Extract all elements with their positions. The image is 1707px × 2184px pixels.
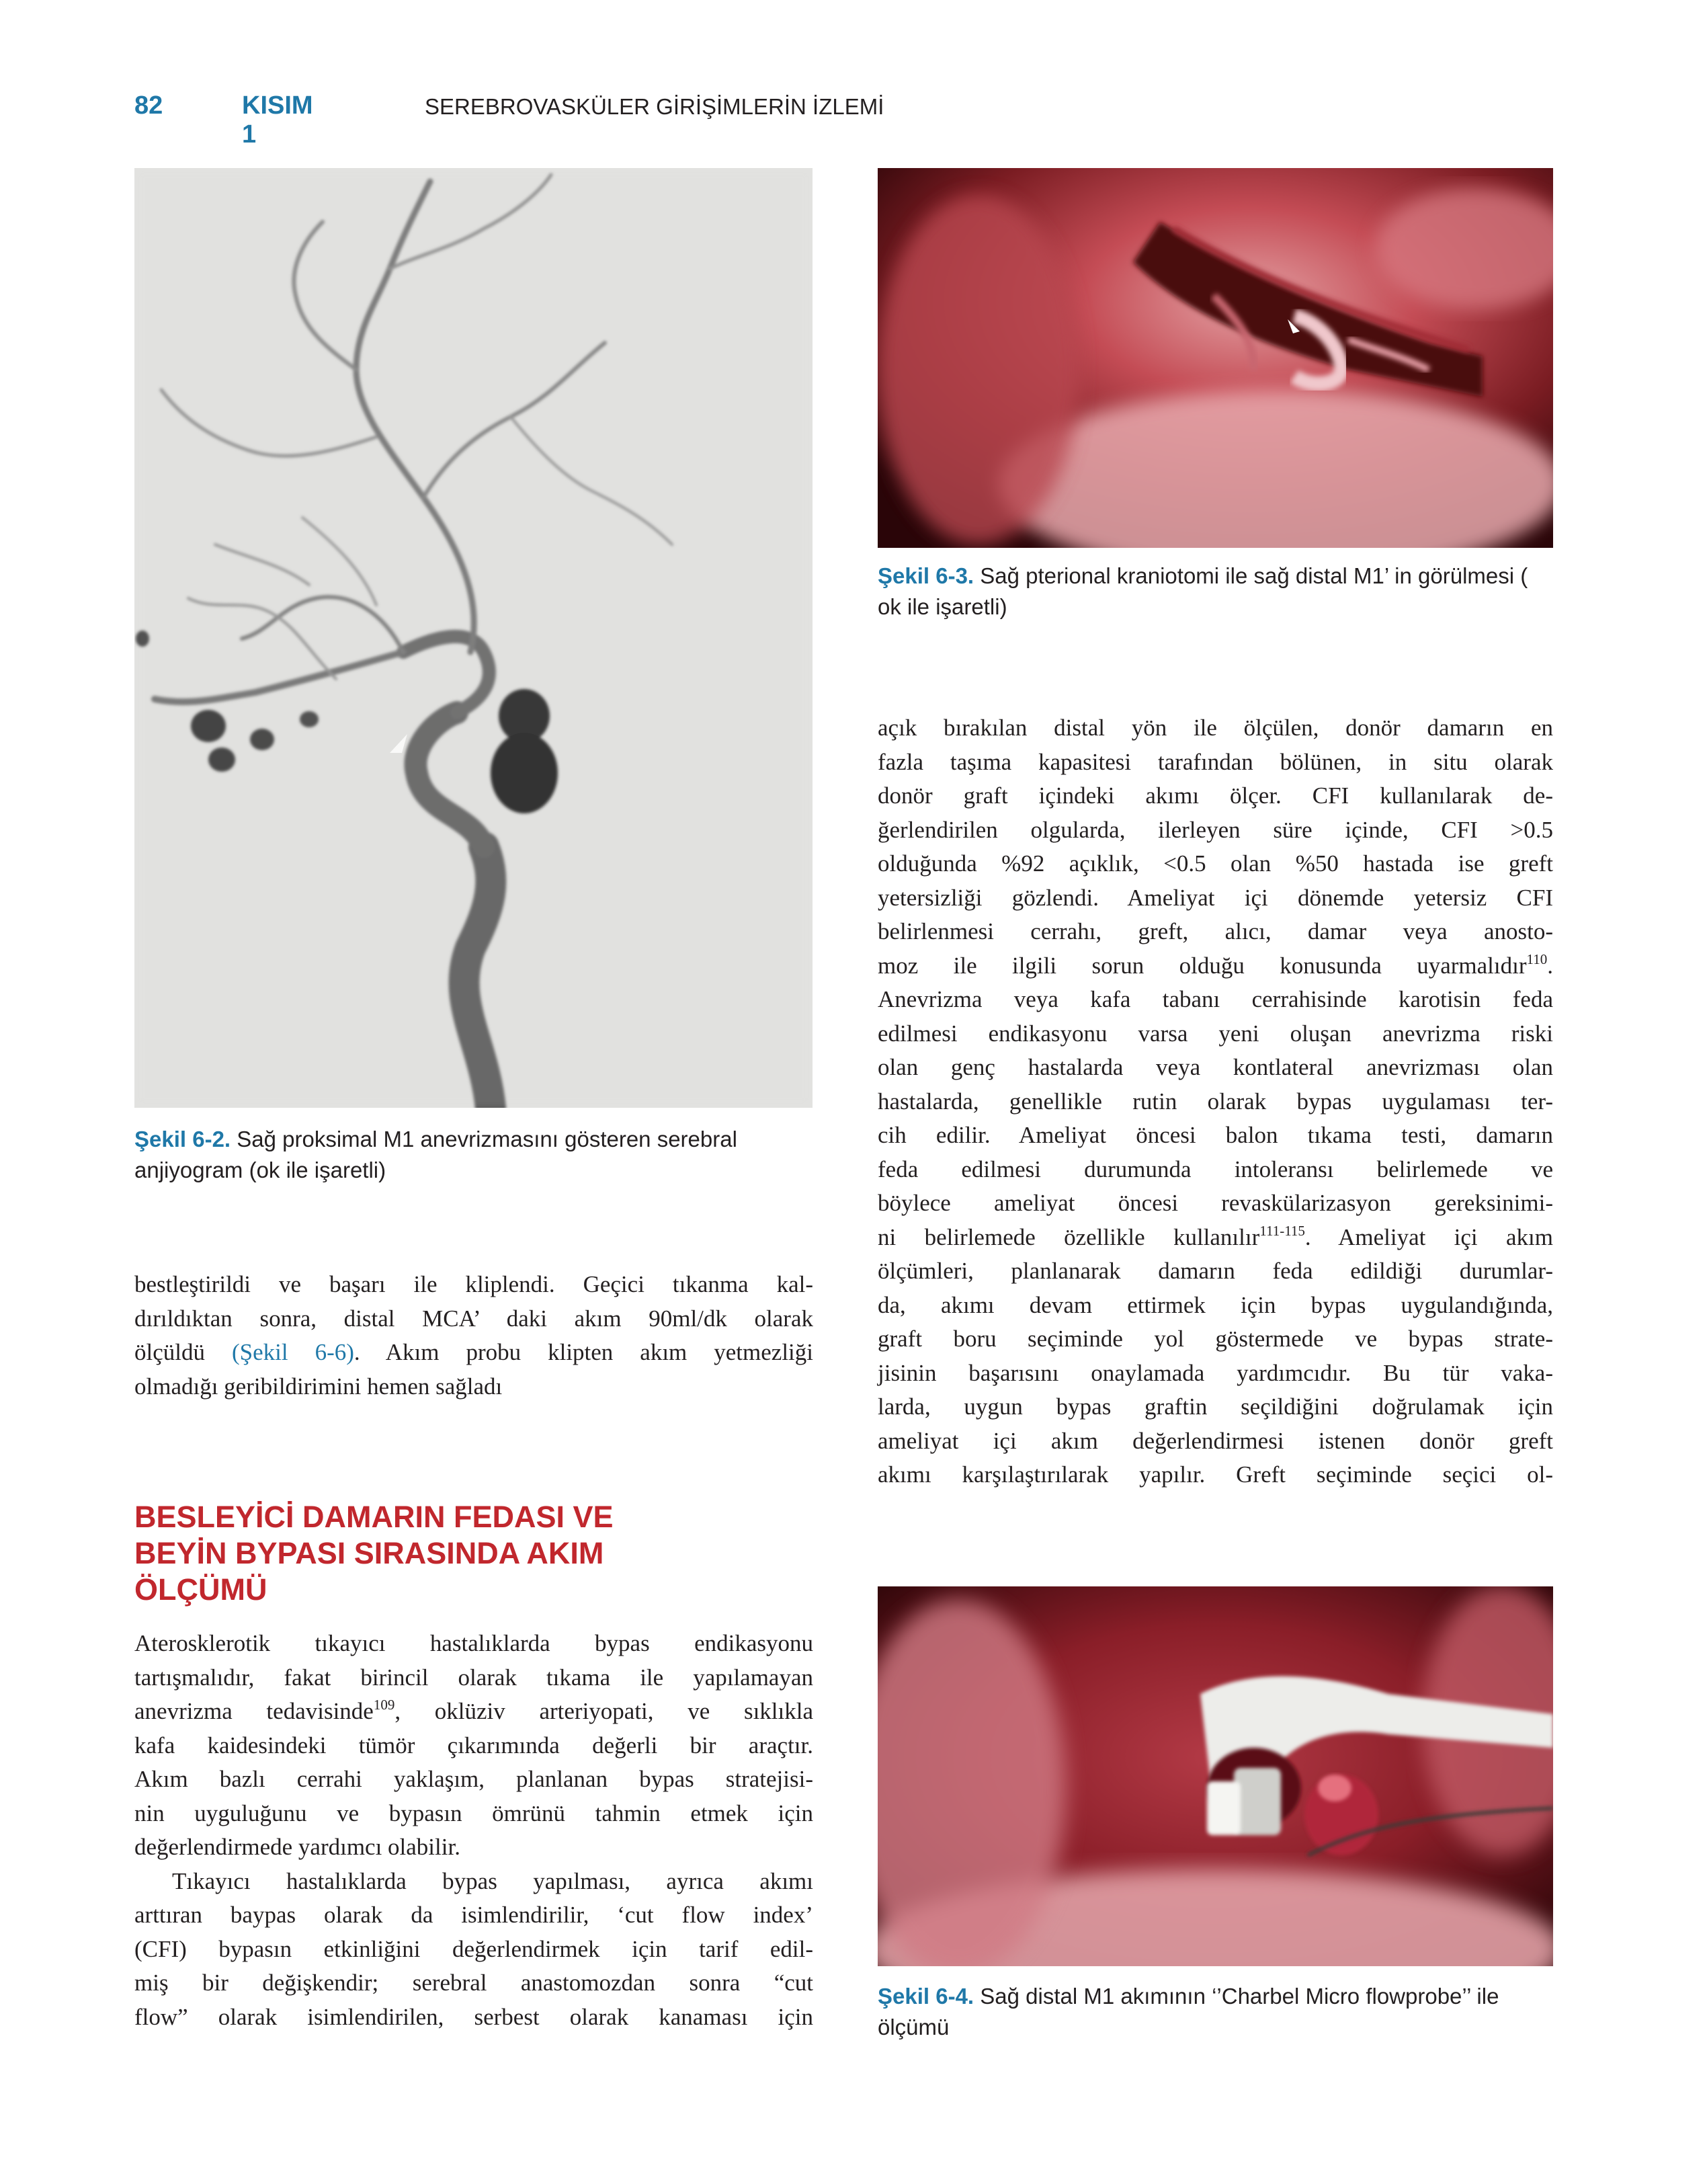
text-line [134, 1336, 813, 1370]
text-line: böylece ameliyat öncesi revaskülarizasyon gereksinimi- [878, 1190, 1553, 1216]
text-line: donör graft içindeki akımı ölçer. CFI kullanılarak de- [878, 782, 1553, 809]
part-label: KISIM 1 [242, 91, 313, 149]
text-line: jisinin başarısını onaylamada yardımcıdır. Bu tür vaka- [878, 1359, 1553, 1386]
text-line: flow” olarak isimlendirilen, serbest olarak kanaması için [134, 2003, 813, 2030]
text-line [134, 1695, 813, 1729]
figure-flowprobe-image [878, 1586, 1553, 1966]
figure-caption-6-4 [878, 1981, 1556, 2043]
text-fragment: . Akım probu klipten akım yetmezliği [353, 1339, 813, 1365]
running-title: SEREBROVASKÜLER GİRİŞİMLERİN İZLEMİ [425, 94, 884, 119]
text-fragment: anevrizma tedavisinde [134, 1698, 374, 1724]
text-line [878, 1221, 1553, 1255]
text-line: açık bırakılan distal yön ile ölçülen, donör damarın en [878, 715, 1553, 741]
text-fragment: ölçüldü [134, 1339, 232, 1365]
text-line: Akım bazlı cerrahi yaklaşım, planlanan bypas stratejisi- [134, 1766, 813, 1792]
figure-surgery-view-image [878, 168, 1553, 548]
text-line: ameliyat içi akım değerlendirmesi istenen donör greft [878, 1427, 1553, 1454]
heading-line: ÖLÇÜMÜ [134, 1572, 267, 1607]
text-line: da, akımı devam ettirmek için bypas uygulandığında, [878, 1291, 1553, 1318]
text-line: tartışmalıdır, fakat birincil olarak tıkama ile yapılamayan [134, 1664, 813, 1691]
text-fragment: moz ile ilgili sorun olduğu konusunda uyarmalıdır [878, 952, 1527, 979]
figure-reference-link[interactable]: (Şekil 6-6) [231, 1339, 354, 1365]
figure-caption-6-3 [878, 561, 1556, 622]
page-number: 82 [134, 91, 163, 120]
text-line: nin uyguluğunu ve bypasın ömrünü tahmin etmek için [134, 1799, 813, 1826]
text-line: fazla taşıma kapasitesi tarafından bölünen, in situ olarak [878, 748, 1553, 775]
citation-superscript: 111-115 [1259, 1222, 1305, 1239]
caption-text: Sağ proksimal M1 anevrizmasını gösteren serebral anjiyogram (ok ile işaretli) [134, 1127, 737, 1182]
heading-line: BEYİN BYPASI SIRASINDA AKIM [134, 1536, 604, 1570]
figure-label: Şekil 6-2. [134, 1127, 231, 1151]
text-line: bestleştirildi ve başarı ile kliplendi. Geçici tıkanma kal- [134, 1271, 813, 1297]
text-line: edilmesi endikasyonu varsa yeni oluşan anevrizma riski [878, 1020, 1553, 1047]
left-body-text [134, 1627, 813, 2034]
figure-label: Şekil 6-4. [878, 1984, 974, 2009]
text-fragment: . Ameliyat içi akım [1304, 1223, 1553, 1250]
citation-superscript: 110 [1526, 951, 1548, 967]
text-line: olduğunda %92 açıklık, <0.5 olan %50 hastada ise greft [878, 850, 1553, 877]
text-line: Anevrizma veya kafa tabanı cerrahisinde karotisin feda [878, 986, 1553, 1012]
text-line: ğerlendirilen olgularda, ilerleyen süre içinde, CFI >0.5 [878, 816, 1553, 843]
section-heading [134, 1499, 806, 1608]
figure-angiogram-image [134, 168, 813, 1108]
text-line: dırıldıktan sonra, distal MCA’ daki akım 90ml/dk olarak [134, 1305, 813, 1332]
text-line: Aterosklerotik tıkayıcı hastalıklarda bypas endikasyonu [134, 1630, 813, 1656]
figure-label: Şekil 6-3. [878, 563, 974, 588]
text-line: yetersizliği gözlendi. Ameliyat içi dönemde yetersiz CFI [878, 884, 1553, 911]
citation-superscript: 109 [373, 1697, 395, 1713]
text-line: kafa kaidesindeki tümör çıkarımında değerli bir araçtır. [134, 1732, 813, 1758]
text-line: miş bir değişkendir; serebral anastomozdan sonra “cut [134, 1970, 813, 1996]
text-line: belirlenmesi cerrahı, greft, alıcı, damar veya anosto- [878, 918, 1553, 944]
text-line: hastalarda, genellikle rutin olarak bypas uygulaması ter- [878, 1088, 1553, 1115]
heading-line: BESLEYİCİ DAMARIN FEDASI VE [134, 1500, 614, 1534]
text-line: (CFI) bypasın etkinliğini değerlendirmek için tarif edil- [134, 1935, 813, 1962]
text-line: Tıkayıcı hastalıklarda bypas yapılması, ayrıca akımı [172, 1867, 813, 1894]
text-line: larda, uygun bypas graftin seçildiğini doğrulamak için [878, 1393, 1553, 1420]
caption-text: Sağ pterional kraniotomi ile sağ distal M1’ in görülmesi ( ok ile işaretli) [878, 563, 1528, 619]
text-line: graft boru seçiminde yol göstermede ve bypas strate- [878, 1326, 1553, 1352]
text-line: arttıran baypas olarak da isimlendirilir, ‘cut flow index’ [134, 1902, 813, 1928]
text-line: olmadığı geribildirimini hemen sağladı [134, 1373, 503, 1400]
left-continuation-paragraph [134, 1268, 813, 1404]
figure-caption-6-2 [134, 1124, 813, 1186]
text-fragment: . [1547, 952, 1553, 979]
text-line [878, 949, 1553, 983]
text-line: feda edilmesi durumunda intoleransı belirlemede ve [878, 1156, 1553, 1182]
caption-text: Sağ distal M1 akımının ‘’Charbel Micro flowprobe’’ ile ölçümü [878, 1984, 1499, 2039]
text-fragment: ni belirlemede özellikle kullanılır [878, 1223, 1260, 1250]
text-line: ölçümleri, planlanarak damarın feda edildiği durumlar- [878, 1258, 1553, 1284]
right-body-text [878, 711, 1553, 1492]
text-line: değerlendirmede yardımcı olabilir. [134, 1834, 460, 1860]
text-line: olan genç hastalarda veya kontlateral anevrizması olan [878, 1054, 1553, 1080]
text-fragment: , oklüziv arteriyopati, ve sıklıkla [394, 1698, 813, 1724]
text-line: cih edilir. Ameliyat öncesi balon tıkama testi, damarın [878, 1122, 1553, 1148]
text-line: akımı karşılaştırılarak yapılır. Greft seçiminde seçici ol- [878, 1461, 1553, 1488]
